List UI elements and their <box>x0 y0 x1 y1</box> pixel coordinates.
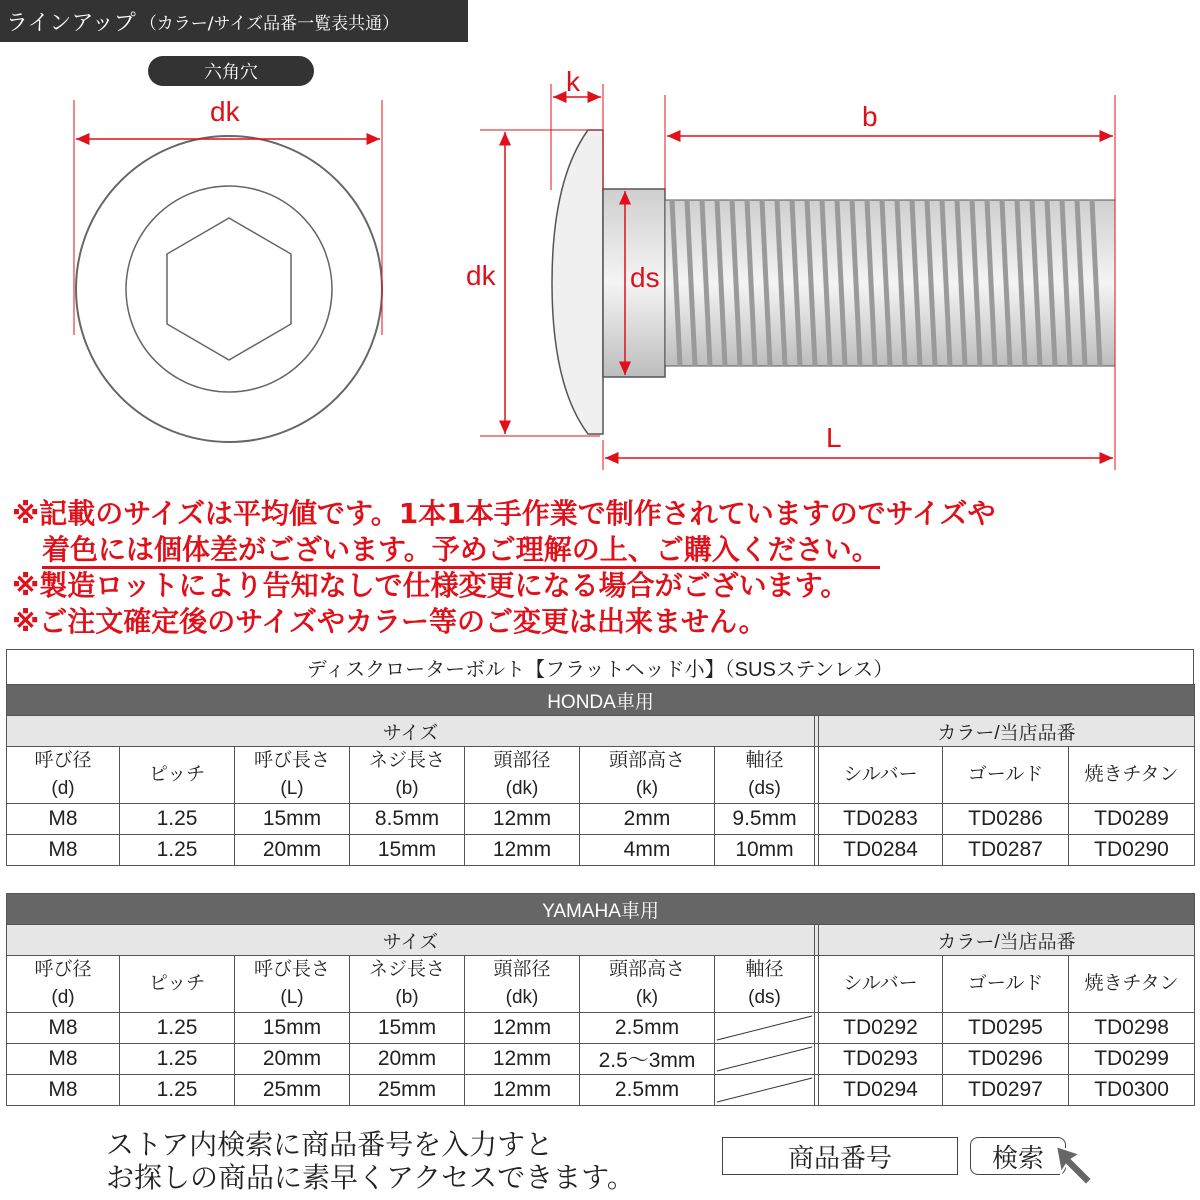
col-header-b: ネジ長さ (b) <box>350 956 465 1013</box>
table-row: M8 1.25 15mm 15mm 12mm 2.5mm TD0292 TD0295 TD0298 <box>7 1013 1195 1044</box>
col-header-L: 呼び長さ (L) <box>235 956 350 1013</box>
col-header-silver: シルバー <box>819 956 943 1013</box>
col-header-dk: 頭部径 (dk) <box>465 956 580 1013</box>
size-group-header: サイズ <box>7 925 815 956</box>
part-number: TD0290 <box>1069 835 1195 866</box>
hex-socket-badge: 六角穴 <box>148 56 314 86</box>
col-header-silver: シルバー <box>819 747 943 804</box>
part-number: TD0294 <box>819 1075 943 1106</box>
not-applicable-cell <box>715 1013 815 1044</box>
side-view <box>480 84 1115 470</box>
k-label: k <box>566 66 580 97</box>
part-number: TD0289 <box>1069 804 1195 835</box>
part-number: TD0298 <box>1069 1013 1195 1044</box>
col-header-dk: 頭部径 (dk) <box>465 747 580 804</box>
part-number: TD0300 <box>1069 1075 1195 1106</box>
part-number: TD0299 <box>1069 1044 1195 1075</box>
bolt-diagram <box>0 0 1200 490</box>
not-applicable-cell <box>715 1075 815 1106</box>
not-applicable-cell <box>715 1044 815 1075</box>
front-view <box>74 96 382 442</box>
part-number: TD0295 <box>943 1013 1069 1044</box>
search-button: 検索 <box>970 1137 1066 1175</box>
color-group-header: カラー/当店品番 <box>819 716 1195 747</box>
part-number: TD0287 <box>943 835 1069 866</box>
col-header-b: ネジ長さ (b) <box>350 747 465 804</box>
product-number-field: 商品番号 <box>722 1137 958 1175</box>
part-number: TD0296 <box>943 1044 1069 1075</box>
b-label: b <box>862 101 878 132</box>
honda-band: HONDA車用 <box>7 685 1195 716</box>
col-header-ds: 軸径 (ds) <box>715 747 815 804</box>
yamaha-band: YAMAHA車用 <box>7 894 1195 925</box>
col-header-gold: ゴールド <box>943 747 1069 804</box>
cursor-arrow-icon <box>1050 1140 1100 1190</box>
col-header-k: 頭部高さ (k) <box>580 956 715 1013</box>
size-group-header: サイズ <box>7 716 815 747</box>
col-header-d: 呼び径 (d) <box>7 956 120 1013</box>
col-header-titan: 焼きチタン <box>1069 747 1195 804</box>
notice-block <box>12 496 1192 640</box>
dk-front-label: dk <box>210 96 240 127</box>
yamaha-size-table <box>6 893 1195 1106</box>
L-label: L <box>826 422 842 453</box>
notice-line: ※ご注文確定後のサイズやカラー等のご変更は出来ません。 <box>12 605 767 638</box>
lineup-title: ラインアップ <box>6 10 136 36</box>
part-number: TD0297 <box>943 1075 1069 1106</box>
part-number: TD0286 <box>943 804 1069 835</box>
col-header-d: 呼び径 (d) <box>7 747 120 804</box>
table-row: M8 1.25 15mm 8.5mm 12mm 2mm 9.5mm TD0283 TD0286 TD0289 <box>7 804 1195 835</box>
notice-line: 着色には個体差がございます。予めご理解の上、ご購入ください。 <box>12 532 1192 568</box>
part-number: TD0283 <box>819 804 943 835</box>
part-number: TD0293 <box>819 1044 943 1075</box>
table-row: M8 1.25 20mm 20mm 12mm 2.5～3mm TD0293 TD0296 TD0299 <box>7 1044 1195 1075</box>
table-row: M8 1.25 20mm 15mm 12mm 4mm 10mm TD0284 TD0287 TD0290 <box>7 835 1195 866</box>
col-header-pitch: ピッチ <box>120 956 235 1013</box>
table-row: M8 1.25 25mm 25mm 12mm 2.5mm TD0294 TD0297 TD0300 <box>7 1075 1195 1106</box>
col-header-gold: ゴールド <box>943 956 1069 1013</box>
notice-line: ※記載のサイズは平均値です。1本1本手作業で制作されていますのでサイズや <box>12 497 996 530</box>
col-header-k: 頭部高さ (k) <box>580 747 715 804</box>
color-group-header: カラー/当店品番 <box>819 925 1195 956</box>
product-title: ディスクローターボルト【フラットヘッド小】（SUSステンレス） <box>7 650 1194 685</box>
notice-line: ※製造ロットにより告知なしで仕様変更になる場合がございます。 <box>12 569 849 602</box>
lineup-subtitle: （カラー/サイズ品番一覧表共通） <box>139 13 400 34</box>
honda-size-table <box>6 684 1195 866</box>
search-hint: ストア内検索に商品番号を入力すと お探しの商品に素早くアクセスできます。 <box>106 1128 635 1194</box>
part-number: TD0292 <box>819 1013 943 1044</box>
col-header-titan: 焼きチタン <box>1069 956 1195 1013</box>
ds-label: ds <box>630 262 660 293</box>
col-header-ds: 軸径 (ds) <box>715 956 815 1013</box>
col-header-L: 呼び長さ (L) <box>235 747 350 804</box>
dk-side-label: dk <box>466 260 496 291</box>
part-number: TD0284 <box>819 835 943 866</box>
col-header-pitch: ピッチ <box>120 747 235 804</box>
product-title-table <box>6 649 1194 685</box>
